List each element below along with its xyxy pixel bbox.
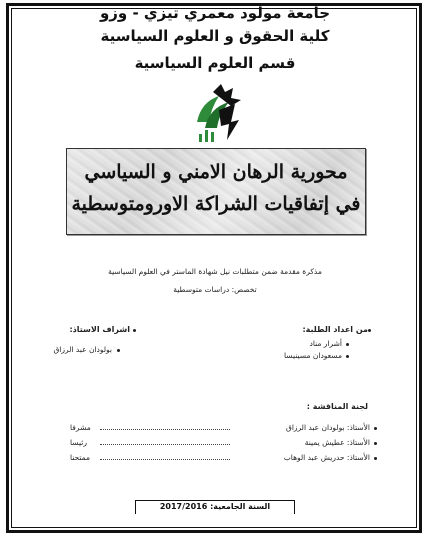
supervisor-heading: اشراف الاستاذ: bbox=[69, 325, 130, 334]
bullet-icon bbox=[117, 349, 120, 352]
thesis-title-line2: في إتفاقيات الشراكة الاورومتوسطية bbox=[71, 193, 361, 215]
jury-member-role: رئيسا bbox=[70, 438, 87, 447]
thesis-title-box bbox=[66, 148, 366, 235]
bullet-icon bbox=[374, 442, 377, 445]
memo-description: مذكرة مقدمة ضمن متطلبات نيل شهادة الماستر في العلوم السياسية bbox=[108, 267, 322, 276]
bullet-icon bbox=[374, 427, 377, 430]
jury-member-row bbox=[70, 423, 370, 432]
jury-member-name: الأستاذ: عطيش يمينة bbox=[304, 438, 370, 447]
jury-member-role: مشرفا bbox=[70, 423, 91, 432]
dotted-leader bbox=[100, 459, 230, 460]
bullet-icon bbox=[133, 329, 136, 332]
bullet-icon bbox=[368, 329, 371, 332]
dotted-leader bbox=[100, 444, 230, 445]
jury-heading: لجنة المناقشة : bbox=[306, 402, 368, 411]
jury-member-name: الأستاذ: بولودان عبد الرزاق bbox=[286, 423, 370, 432]
jury-member-name: الأستاذ: حدريش عبد الوهاب bbox=[283, 453, 370, 462]
department-name: قسم العلوم السياسية bbox=[134, 54, 296, 72]
university-logo bbox=[191, 82, 247, 148]
dotted-leader bbox=[100, 429, 230, 430]
student-name: مسعودان مسينيسا bbox=[284, 351, 342, 360]
student-name: أشرار مناد bbox=[309, 339, 342, 348]
thesis-title-line1: محورية الرهان الامني و السياسي bbox=[84, 161, 348, 183]
faculty-name: كلية الحقوق و العلوم السياسية bbox=[100, 27, 330, 45]
bullet-icon bbox=[346, 355, 349, 358]
specialty: تخصص: دراسات متوسطية bbox=[173, 285, 257, 294]
jury-member-role: ممتحنا bbox=[70, 453, 91, 462]
bullet-icon bbox=[374, 457, 377, 460]
jury-member-row bbox=[70, 453, 370, 462]
academic-year: السنة الجامعية: 2017/2016 bbox=[135, 500, 295, 514]
jury-member-row bbox=[70, 438, 370, 447]
students-heading: من اعداد الطلبة: bbox=[302, 325, 368, 334]
supervisor-name: بولودان عبد الرزاق bbox=[53, 345, 112, 354]
university-name: جامعة مولود معمري تيزي - وزو bbox=[99, 4, 331, 22]
bullet-icon bbox=[346, 343, 349, 346]
